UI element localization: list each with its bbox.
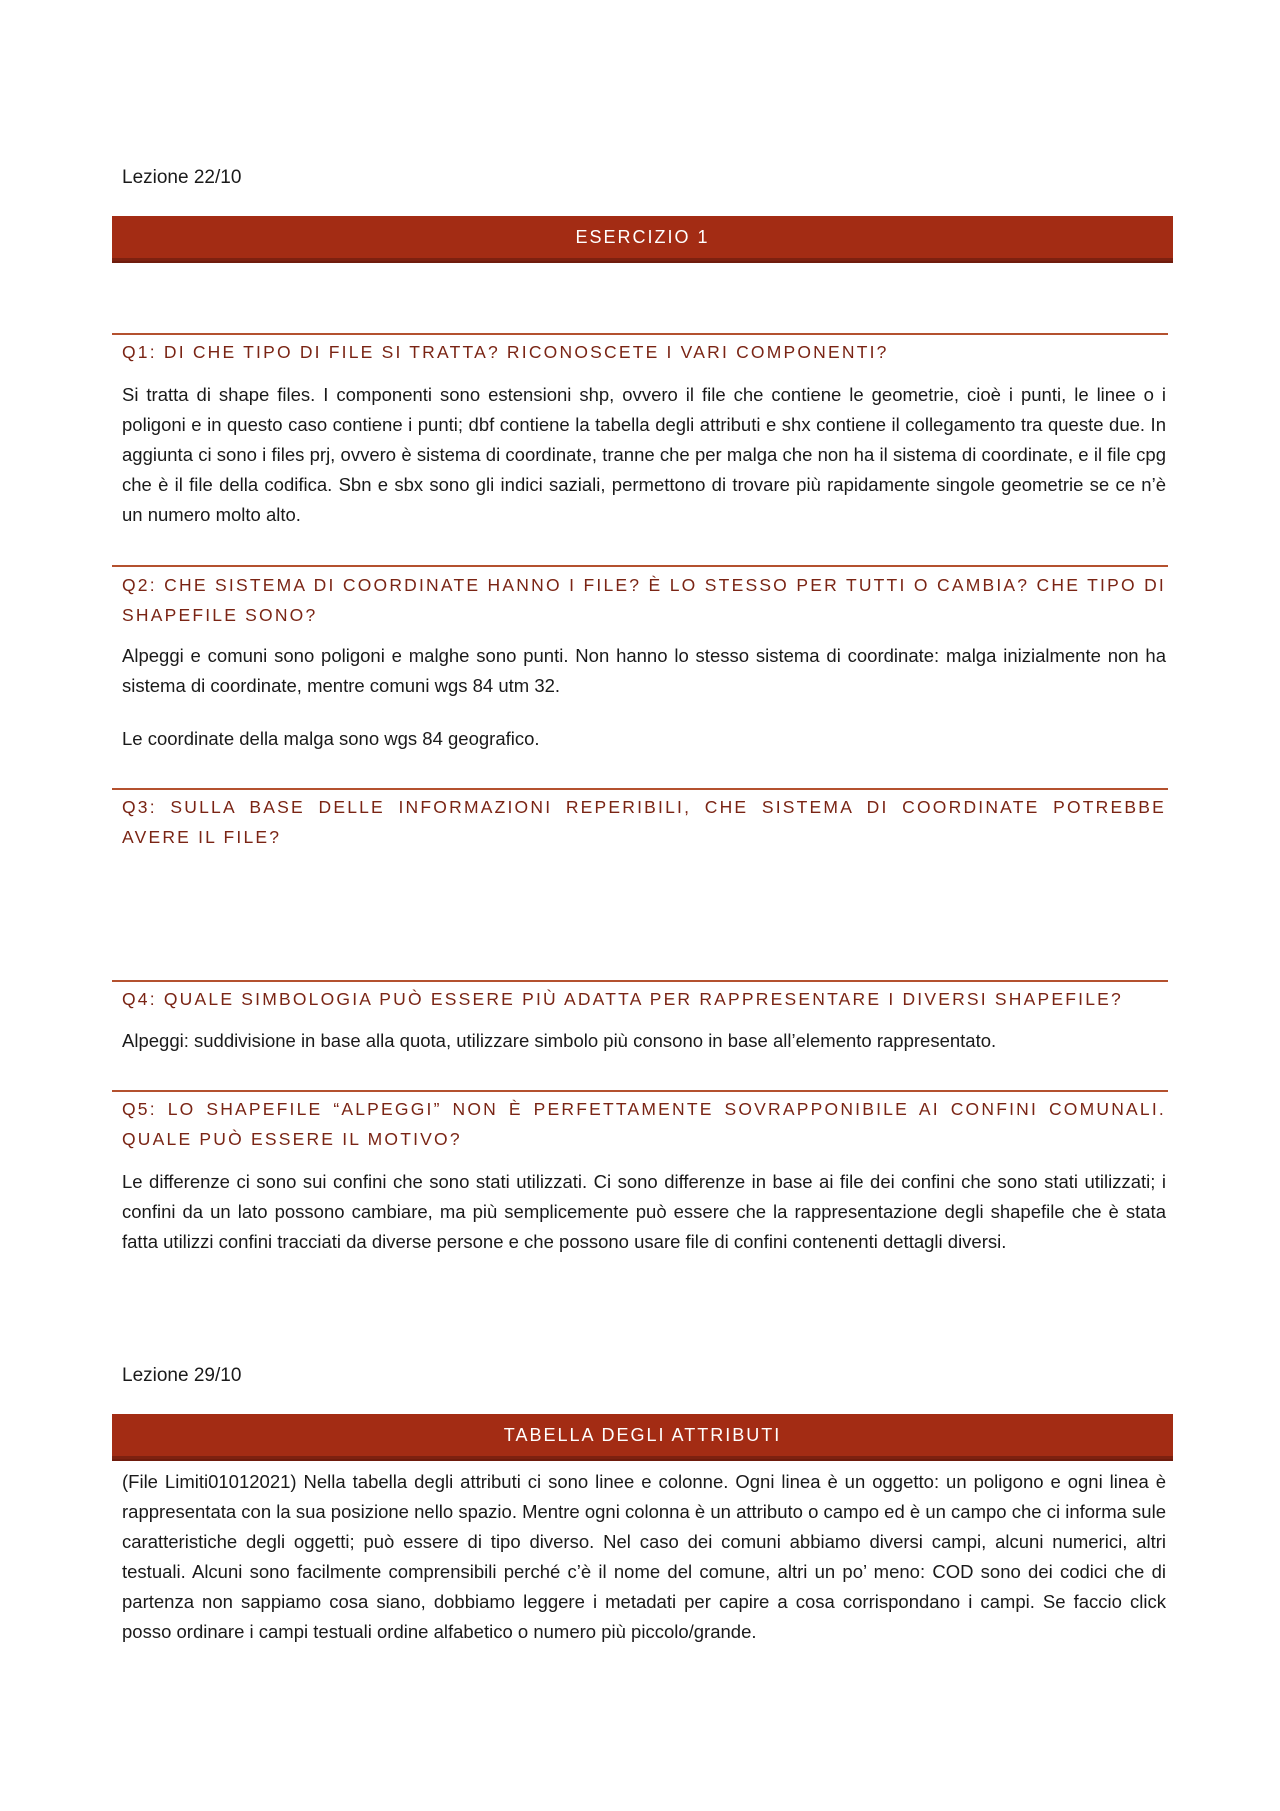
- question-heading-q1: Q1: DI CHE TIPO DI FILE SI TRATTA? RICONOSCETE I VARI COMPONENTI?: [122, 342, 889, 362]
- question-divider: [112, 333, 1168, 335]
- answer-paragraph-q2: Alpeggi e comuni sono poligoni e malghe sono punti. Non hanno lo stesso sistema di coordinate: malga inizialmente non ha sistema di coordinate, mentre comuni wgs 84 utm 32.: [122, 645, 1166, 696]
- question-divider: [112, 565, 1168, 567]
- question-divider: [112, 980, 1168, 982]
- section-banner-esercizio: ESERCIZIO 1: [112, 216, 1173, 261]
- question-heading-q5: Q5: LO SHAPEFILE “ALPEGGI” NON È PERFETTAMENTE SOVRAPPONIBILE AI CONFINI COMUNALI. QUALE PUÒ ESSERE IL MOTIVO?: [122, 1099, 1166, 1149]
- lesson-date-2: Lezione 29/10: [122, 1365, 242, 1386]
- question-divider: [112, 1090, 1168, 1092]
- section-banner-tabella: TABELLA DEGLI ATTRIBUTI: [112, 1414, 1173, 1459]
- body-paragraph-tabella: (File Limiti01012021) Nella tabella degli attributi ci sono linee e colonne. Ogni linea è un oggetto: un poligono e ogni linea è rappresentata con la sua posizione nello spazio. Mentre ogni colonna è un attributo o campo ed è un campo che ci informa sule caratteristiche degli oggetti; può essere di tipo diverso. Nel caso dei comuni abbiamo diversi campi, alcuni numerici, altri testuali. Alcuni sono facilmente comprensibili perché c’è il nome del comune, altri un po’ meno: COD sono dei codici che di partenza non sappiamo cosa siano, dobbiamo leggere i metadati per capire a cosa corrispondano i campi. Se faccio click posso ordinare i campi testuali ordine alfabetico o numero più piccolo/grande.: [122, 1471, 1166, 1642]
- answer-paragraph-q5: Le differenze ci sono sui confini che sono stati utilizzati. Ci sono differenze in base ai file dei confini che sono stati utilizzati; i confini da un lato possono cambiare, ma più semplicemente può essere che la rappresentazione degli shapefile che è stata fatta utilizzi confini tracciati da diverse persone e che possono usare file di confini contenenti dettagli diversi.: [122, 1171, 1166, 1252]
- answer-paragraph-q4: Alpeggi: suddivisione in base alla quota, utilizzare simbolo più consono in base all’elemento rappresentato.: [122, 1030, 997, 1051]
- question-heading-q2: Q2: CHE SISTEMA DI COORDINATE HANNO I FILE? È LO STESSO PER TUTTI O CAMBIA? CHE TIPO DI SHAPEFILE SONO?: [122, 575, 1166, 625]
- answer-paragraph-q1: Si tratta di shape files. I componenti sono estensioni shp, ovvero il file che contiene le geometrie, cioè i punti, le linee o i poligoni e in questo caso contiene i punti; dbf contiene la tabella degli attributi e shx contiene il collegamento tra queste due. In aggiunta ci sono i files prj, ovvero è sistema di coordinate, tranne che per malga che non ha il sistema di coordinate, e il file cpg che è il file della codifica. Sbn e sbx sono gli indici saziali, permettono di trovare più rapidamente singole geometrie se ce n’è un numero molto alto.: [122, 384, 1166, 525]
- question-heading-q3: Q3: SULLA BASE DELLE INFORMAZIONI REPERIBILI, CHE SISTEMA DI COORDINATE POTREBBE AVERE IL FILE?: [122, 797, 1166, 847]
- question-divider: [112, 788, 1168, 790]
- question-heading-q4: Q4: QUALE SIMBOLOGIA PUÒ ESSERE PIÙ ADATTA PER RAPPRESENTARE I DIVERSI SHAPEFILE?: [122, 989, 1123, 1009]
- answer-paragraph-q2-note: Le coordinate della malga sono wgs 84 geografico.: [122, 728, 540, 749]
- lesson-date-1: Lezione 22/10: [122, 167, 242, 188]
